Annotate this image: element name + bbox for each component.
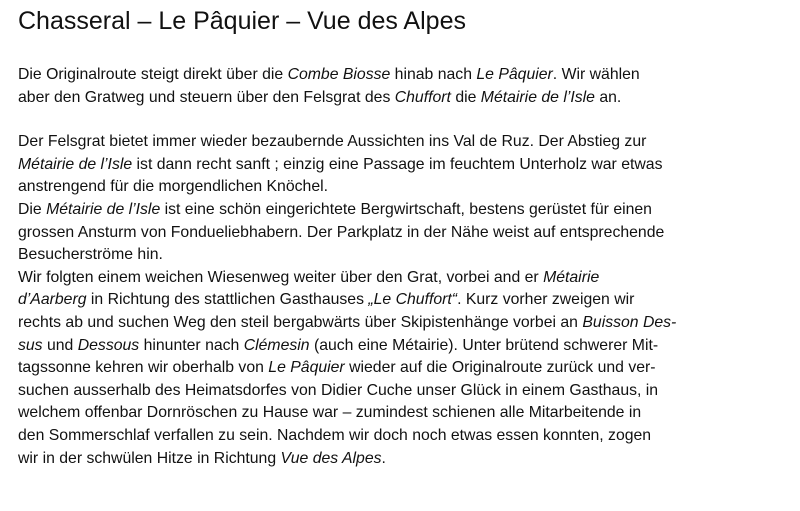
- text-run: grossen Ansturm von Fondueliebhabern. Der Parkplatz in der Nähe weist auf entsprechende: [18, 223, 665, 241]
- text-line: [18, 312, 788, 335]
- italic-text: d’Aarberg: [18, 291, 87, 309]
- text-run: hinab nach: [390, 66, 477, 83]
- text-run: den Sommerschlaf verfallen zu sein. Nachdem wir doch noch etwas essen konnten, zogen: [18, 426, 652, 444]
- paragraph-2: [18, 131, 788, 470]
- text-line: [18, 335, 788, 358]
- text-line: [18, 222, 788, 245]
- text-run: und: [42, 336, 78, 354]
- text-line: [18, 380, 788, 403]
- text-run: rechts ab und suchen Weg den steil bergabwärts über Skipistenhänge vorbei an: [18, 313, 583, 331]
- text-run: ist dann recht sanft ; einzig eine Passage im feuchtem Unterholz war etwas: [132, 155, 663, 173]
- text-run: welchem offenbar Dornröschen zu Hause war – zumindest schienen alle Mitarbeitende in: [18, 404, 642, 422]
- italic-text: Combe Biosse: [287, 66, 391, 83]
- text-run: wir in der schwülen Hitze in Richtung: [18, 449, 281, 467]
- italic-text: Dessous: [77, 336, 140, 354]
- italic-text: Chuffort: [394, 88, 451, 106]
- text-run: Besucherströme hin.: [18, 246, 163, 264]
- paragraph-1: [18, 64, 788, 109]
- text-run: wieder auf die Originalroute zurück und ver-: [344, 359, 656, 377]
- text-line: [18, 448, 788, 471]
- text-line: [18, 244, 788, 267]
- text-line: [18, 131, 788, 154]
- italic-text: Métairie de l’Isle: [480, 88, 595, 106]
- text-run: ist eine schön eingerichtete Bergwirtschaft, bestens gerüstet für einen: [160, 200, 652, 218]
- document-title: Chasseral – Le Pâquier – Vue des Alpes: [18, 7, 466, 35]
- text-run: tagssonne kehren wir oberhalb von: [18, 359, 269, 377]
- italic-text: Le Pâquier: [476, 66, 553, 83]
- text-run: suchen ausserhalb des Heimatsdorfes von Didier Cuche unser Glück in einem Gasthaus, in: [18, 381, 659, 399]
- text-run: anstrengend für die morgendlichen Knöchel.: [18, 178, 328, 196]
- text-run: an.: [594, 88, 622, 106]
- text-line: [18, 425, 788, 448]
- text-run: die: [450, 88, 481, 106]
- text-line: [18, 199, 788, 222]
- text-line: [18, 357, 788, 380]
- italic-text: Métairie de l’Isle: [18, 155, 133, 173]
- text-line: [18, 267, 788, 290]
- italic-text: „Le Chuffort“: [368, 291, 458, 309]
- text-run: (auch eine Métairie). Unter brütend schwerer Mit-: [309, 336, 659, 354]
- document-page: [18, 4, 788, 470]
- text-run: Wir folgten einem weichen Wiesenweg weiter über den Grat, vorbei and er: [18, 268, 544, 286]
- text-line: [18, 154, 788, 177]
- italic-text: Vue des Alpes: [280, 449, 382, 467]
- text-line: [18, 176, 788, 199]
- text-run: Die Originalroute steigt direkt über die: [18, 66, 288, 83]
- text-run: Der Felsgrat bietet immer wieder bezaubernde Aussichten ins Val de Ruz. Der Abstieg zur: [18, 133, 647, 151]
- italic-text: Clémesin: [243, 336, 310, 354]
- text-run: Die: [18, 200, 47, 218]
- text-run: in Richtung des stattlichen Gasthauses: [86, 291, 369, 309]
- text-run: aber den Gratweg und steuern über den Felsgrat des: [18, 88, 395, 106]
- italic-text: Métairie de l’Isle: [46, 200, 161, 218]
- italic-text: sus: [18, 336, 43, 354]
- text-line: [18, 64, 788, 87]
- italic-text: Buisson Des-: [582, 313, 677, 331]
- text-run: . Kurz vorher zweigen wir: [457, 291, 635, 309]
- text-line: [18, 87, 788, 110]
- text-line: [18, 402, 788, 425]
- italic-text: Le Pâquier: [268, 359, 345, 377]
- text-line: [18, 289, 788, 312]
- text-run: .: [381, 449, 386, 467]
- text-run: hinunter nach: [139, 336, 244, 354]
- italic-text: Métairie: [543, 268, 600, 286]
- text-run: . Wir wählen: [552, 66, 640, 83]
